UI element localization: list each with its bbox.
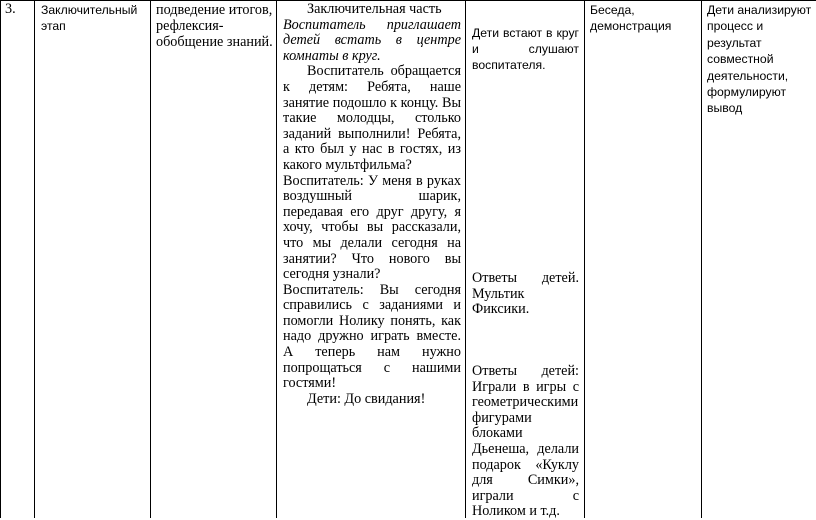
column-divider xyxy=(701,0,702,518)
children-answer-1: Дети встают в круг и слушают воспитателя. xyxy=(472,26,579,72)
teacher-heading: Заключительная часть xyxy=(307,2,442,17)
result-cell: Дети анализируют процесс и результат совместной деятельности, формулируют вывод xyxy=(707,3,812,116)
row-number: 3. xyxy=(5,2,16,17)
column-divider xyxy=(276,0,277,518)
column-divider xyxy=(465,0,466,518)
teacher-paragraph: Воспитатель: У меня в руках воздушный шарик, передавая его друг другу, я хочу, чтобы вы рассказали, что мы делали сегодня на занятии? Что нового вы сегодня узнали? xyxy=(283,172,461,283)
teacher-instruction: Воспитатель приглашает детей встать в центре комнаты в круг. xyxy=(283,16,461,64)
teacher-paragraph: Воспитатель обращается к детям: Ребята, наше занятие подошло к концу. Вы такие молодцы, столько заданий выполнили! Ребята, а кто был у нас в гостях, из какого мультфильма? xyxy=(283,63,461,173)
column-divider xyxy=(150,0,151,518)
children-answer-3: Ответы детей: Играли в игры с геометрическими фигурами блоками Дьенеша, делали подарок «Куклу для Симки», играли с Ноликом и т.д. xyxy=(472,364,579,520)
teacher-paragraph: Воспитатель: Вы сегодня справились с заданиями и помогли Нолику понять, как надо дружно играть вместе. А теперь нам нужно попрощаться с нашими гостями! xyxy=(283,281,461,392)
column-divider xyxy=(584,0,585,518)
teacher-activity-cell xyxy=(283,2,461,407)
column-divider xyxy=(34,0,35,518)
forms-cell: Беседа, демонстрация xyxy=(590,3,672,33)
children-answer-2: Ответы детей. Мультик Фиксики. xyxy=(472,271,579,318)
task-cell: подведение итогов, рефлексия-обобщение знаний. xyxy=(156,2,273,50)
column-divider xyxy=(0,0,1,518)
table-top-border xyxy=(0,0,816,1)
stage-cell: Заключительный этап xyxy=(41,3,138,33)
teacher-paragraph: Дети: До свидания! xyxy=(307,390,426,407)
